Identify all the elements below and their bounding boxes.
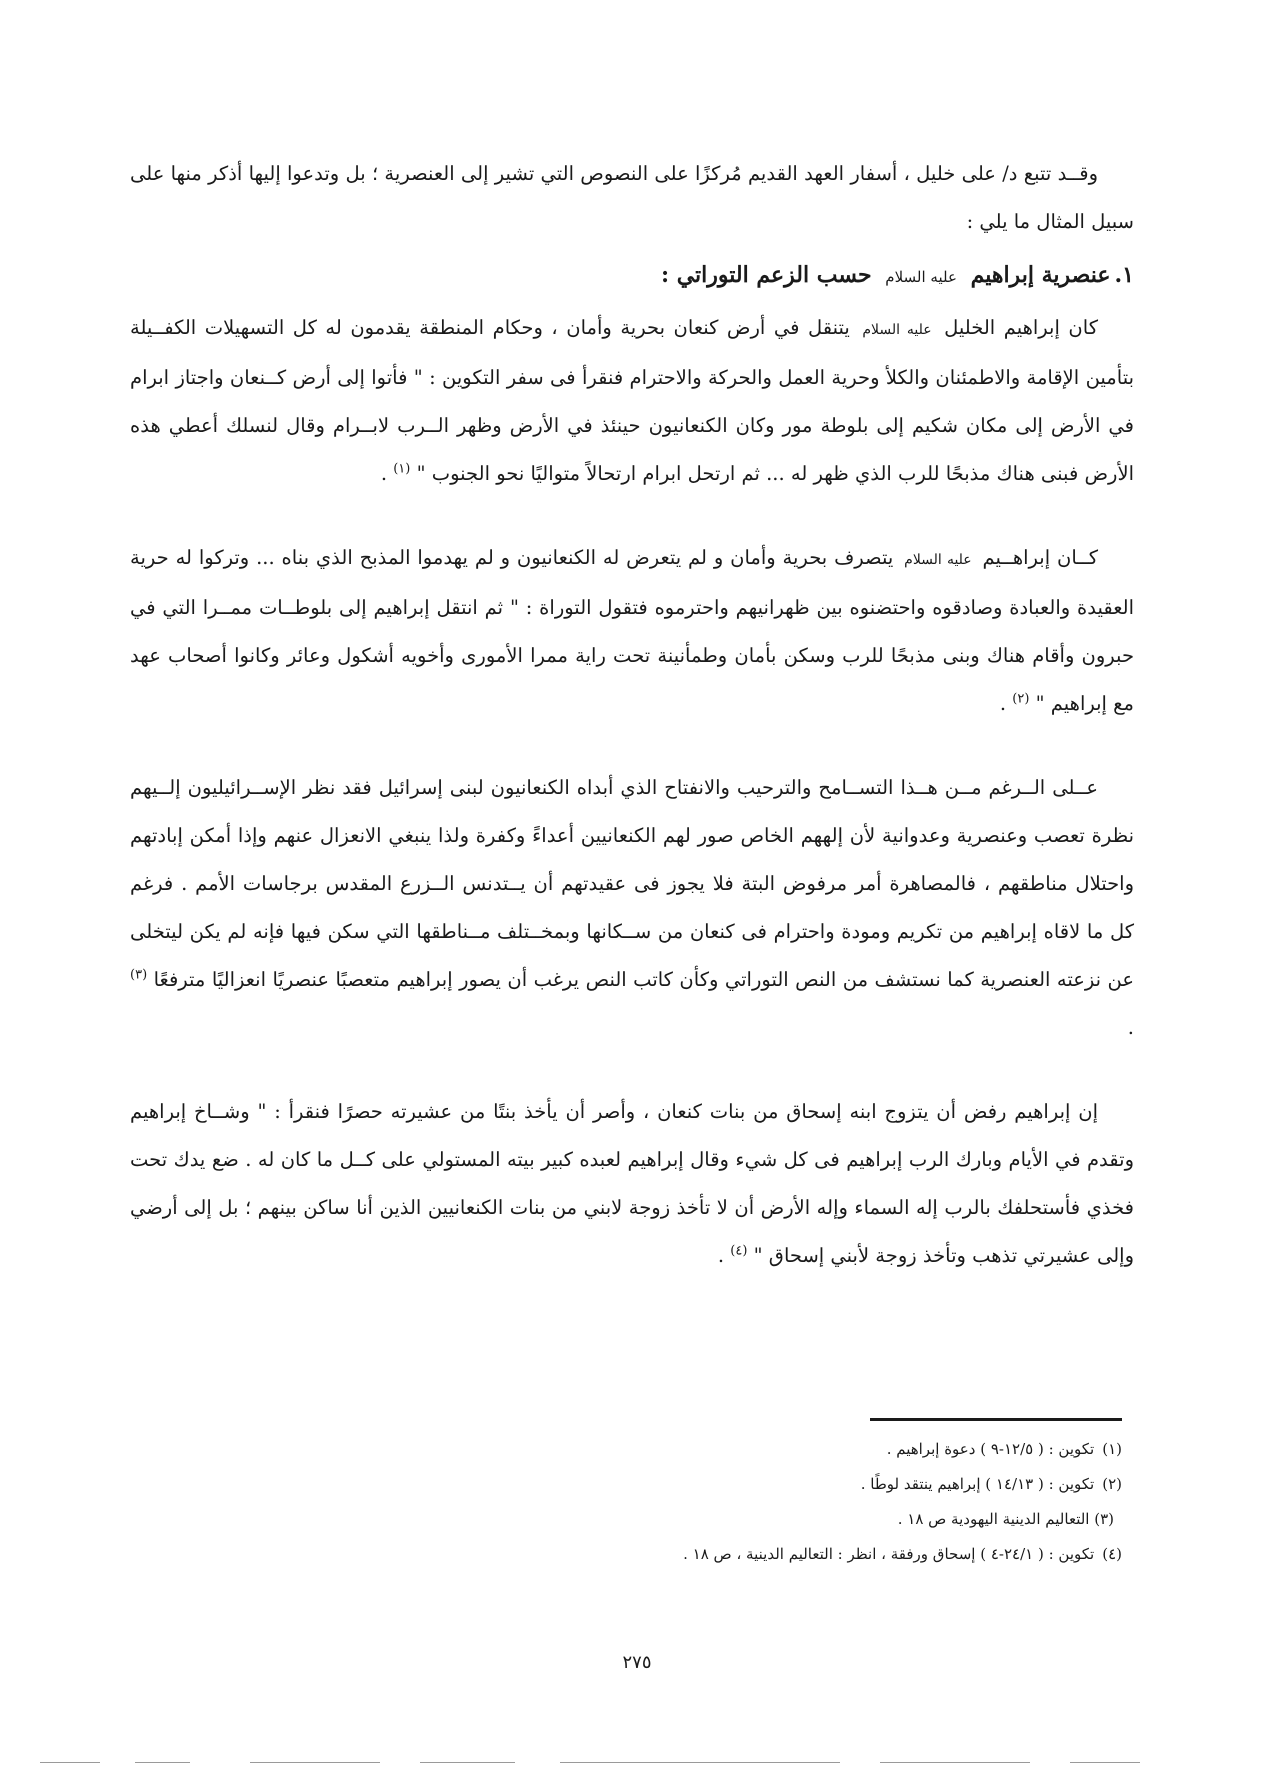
paragraph-1 xyxy=(130,304,1134,498)
intro-paragraph xyxy=(130,150,1134,246)
footnote xyxy=(300,1467,1122,1502)
footnote-number: (٤) xyxy=(1102,1545,1122,1563)
intro-text: وقــد تتبع د/ على خليل ، أسفار العهد القديم مُركزًا على النصوص التي تشير إلى العنصرية ؛ بل وتدعوا إليها أذكر منها على سبيل المثال ما يلي : xyxy=(130,162,1134,233)
p3-end: . xyxy=(1127,1016,1134,1039)
paragraph-3 xyxy=(130,764,1134,1052)
section-number: ١. xyxy=(1114,262,1134,288)
footnote-separator xyxy=(870,1418,1122,1421)
footnote-number: (٢) xyxy=(1102,1475,1122,1493)
footnote-text: تكوين : ( ٢٤/١-٤ ) إسحاق ورفقة ، انظر : التعاليم الدينية ، ص ١٨ . xyxy=(683,1545,1095,1563)
footnote xyxy=(300,1502,1122,1537)
footnote-ref: (٤) xyxy=(730,1243,748,1259)
paragraph-4 xyxy=(130,1088,1134,1280)
p2-after: يتصرف بحرية وأمان و لم يتعرض له الكنعانيون و لم يهدموا المذبح الذي بناه ... وتركوا له حرية العقيدة والعبادة وصادقوه واحتضنوه بين ظهرانيهم واحترموه فتقول التوراة : " ثم انتقل إبراهيم إلى بلوطــات ممــرا التي في حبرون وأقام هناك وبنى مذبحًا للرب وسكن بأمان وطمأنينة تحت راية ممرا الأمورى وأخويه أشكول وعائر وكانوا أصحاب عهد مع إبراهيم " xyxy=(130,546,1134,715)
footnote-number: (١) xyxy=(1102,1440,1122,1458)
p2-before: كــان إبراهــيم xyxy=(982,546,1098,569)
paragraph-2 xyxy=(130,534,1134,728)
footnote-ref: (٢) xyxy=(1012,691,1030,707)
page-number: ٢٧٥ xyxy=(622,1652,652,1673)
honorific-mark: عليه السلام xyxy=(885,268,957,286)
p1-end: . xyxy=(380,462,388,485)
section-title-part1: عنصرية إبراهيم xyxy=(970,262,1111,288)
footnote-text: تكوين : ( ١٢/٥-٩ ) دعوة إبراهيم . xyxy=(886,1440,1095,1458)
footnote-ref: (٣) xyxy=(130,967,148,983)
footnote-ref: (١) xyxy=(393,461,411,477)
p4-text: إن إبراهيم رفض أن يتزوج ابنه إسحاق من بنات كنعان ، وأصر أن يأخذ بنتًا من عشيرته حصرًا فنقرأ : " وشــاخ إبراهيم وتقدم في الأيام وبارك الرب إبراهيم فى كل شيء وقال إبراهيم لعبده كبير بيته المستولي على كــل ما كان له . ضع يدك تحت فخذي فأستحلفك بالرب إله السماء وإله الأرض أن لا تأخذ زوجة لابني من بنات الكنعانيين الذين أنا ساكن بينهم ؛ بل إلى أرضي وإلى عشيرتي تذهب وتأخذ زوجة لأبني إسحاق " xyxy=(130,1100,1134,1267)
p2-end: . xyxy=(999,692,1007,715)
honorific-mark: عليه السلام xyxy=(862,322,932,338)
p4-end: . xyxy=(717,1244,725,1267)
footnote xyxy=(300,1537,1122,1572)
section-title-part2: حسب الزعم التوراتي : xyxy=(660,262,872,288)
p1-before: كان إبراهيم الخليل xyxy=(944,316,1098,339)
honorific-mark: عليه السلام xyxy=(904,552,972,568)
footnote-text: (٣) التعاليم الدينية اليهودية ص ١٨ . xyxy=(897,1510,1114,1528)
footnote-text: تكوين : ( ١٤/١٣ ) إبراهيم ينتقد لوطًا . xyxy=(860,1475,1095,1493)
p3-text: عــلى الــرغم مــن هــذا التســامح والترحيب والانفتاح الذي أبداه الكنعانيون لبنى إسرائيل فقد نظر الإســرائيليون إلــيهم نظرة تعصب وعنصرية وعدوانية لأن إلههم الخاص صور لهم الكنعانيين أعداءً وكفرة ولذا ينبغي الانعزال عنهم وإذا أمكن إبادتهم واحتلال مناطقهم ، فالمصاهرة أمر مرفوض البتة فلا يجوز فى عقيدتهم أن يــتدنس الــزرع المقدس برجاسات الأمم . فرغم كل ما لاقاه إبراهيم من تكريم ومودة واحترام فى كنعان من ســكانها وبمخــتلف مــناطقها التي سكن فيها فإنه لم يكن ليتخلى عن نزعته العنصرية كما نستشف من النص التوراتي وكأن كاتب النص يرغب أن يصور إبراهيم متعصبًا عنصريًا انعزاليًا مترفعًا xyxy=(130,776,1134,991)
p1-after: يتنقل في أرض كنعان بحرية وأمان ، وحكام المنطقة يقدمون له كل التسهيلات الكفــيلة بتأمين الإقامة والاطمئنان والكلأ وحرية العمل والحركة والاحترام فنقرأ فى سفر التكوين : " فأتوا إلى أرض كــنعان واجتاز ابرام في الأرض إلى مكان شكيم إلى بلوطة مور وكان الكنعانيون حينئذ في الأرض وظهر الــرب لابــرام وقال لنسلك أعطي هذه الأرض فبنى هناك مذبحًا للرب الذي ظهر له ... ثم ارتحل ابرام ارتحالاً متواليًا نحو الجنوب " xyxy=(130,316,1134,485)
main-text xyxy=(130,150,1134,1316)
scan-edge-lines xyxy=(40,1762,1234,1764)
footnotes xyxy=(300,1432,1122,1572)
footnote xyxy=(300,1432,1122,1467)
section-heading xyxy=(130,250,1134,302)
